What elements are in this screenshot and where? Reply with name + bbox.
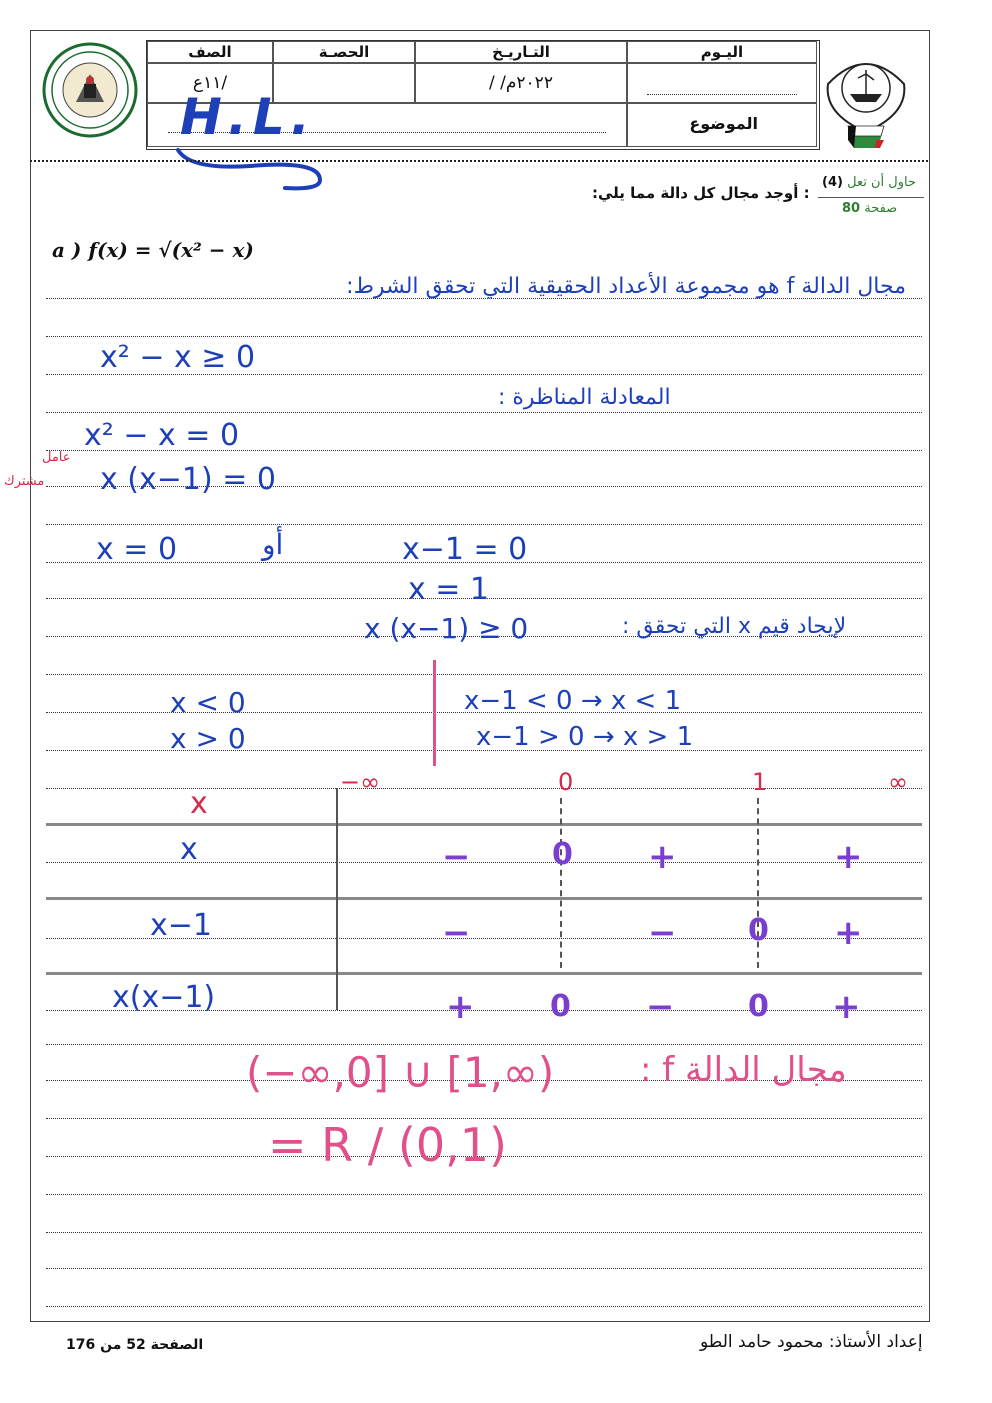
domain-label: مجال الدالة f : — [640, 1050, 847, 1090]
sign-x-1: − — [442, 837, 471, 877]
sign-prod-3: − — [646, 987, 675, 1027]
sign-point-zero: 0 — [558, 768, 574, 796]
date-value[interactable]: / /٢٠٢٢م — [415, 63, 627, 103]
class-value[interactable]: ١١ع/ — [147, 63, 273, 103]
ruled-line — [46, 674, 922, 675]
ruled-line — [46, 788, 922, 789]
sign-x-4: + — [834, 837, 863, 877]
table-vertical-line — [336, 788, 338, 1010]
sign-prod-5: + — [832, 987, 861, 1027]
underline-scribble-icon — [170, 130, 340, 200]
teacher-initials: H.L. — [180, 88, 316, 146]
ruled-line — [46, 862, 922, 863]
case-1: x < 0 — [170, 686, 246, 719]
ruled-line — [46, 1306, 922, 1307]
sign-table-var: x — [190, 786, 208, 821]
col-date-title: التـاريـخ — [415, 41, 627, 63]
equation-label: المعادلة المناظرة : — [498, 385, 671, 410]
sign-x-3: + — [648, 837, 677, 877]
root-2-step: x−1 = 0 — [402, 532, 528, 567]
sign-prod-1: + — [446, 987, 475, 1027]
case-2: x > 0 — [170, 722, 246, 755]
page-counter: الصفحة 52 من 176 — [66, 1337, 204, 1353]
fraction-bar — [818, 197, 924, 198]
table-rule-2 — [46, 897, 922, 900]
root-2: x = 1 — [408, 572, 490, 607]
sign-xm1-3: 0 — [748, 913, 769, 948]
ruled-line — [46, 524, 922, 525]
case-divider — [433, 660, 436, 766]
ruled-line — [46, 1232, 922, 1233]
page-ref: صفحة 80 — [842, 201, 898, 216]
side-note-2: مشترك — [4, 474, 45, 489]
school-logo-icon — [40, 40, 140, 140]
factored-equation: x (x−1) = 0 — [100, 462, 276, 497]
sign-prod-4: 0 — [748, 989, 769, 1024]
root-1: x = 0 — [96, 532, 178, 567]
col-class-title: الصف — [147, 41, 273, 63]
table-zero-line — [560, 798, 562, 968]
col-day-title: اليـوم — [627, 41, 817, 63]
prepared-by: إعداد الأستاذ: محمود حامد الطو — [700, 1332, 923, 1352]
sign-point-one: 1 — [752, 768, 768, 796]
sign-xm1-2: − — [648, 913, 677, 953]
equation: x² − x = 0 — [84, 418, 240, 453]
ruled-line — [46, 1194, 922, 1195]
find-inequality: x (x−1) ≥ 0 — [364, 612, 529, 645]
domain-equivalent: = R / (0,1) — [268, 1118, 507, 1172]
domain-value: (−∞,0] ∪ [1,∞) — [246, 1048, 555, 1097]
sign-prod-2: 0 — [550, 989, 571, 1024]
ruled-line — [46, 336, 922, 337]
col-period-title: الحصـة — [273, 41, 415, 63]
ruled-line — [46, 1268, 922, 1269]
inequality: x² − x ≥ 0 — [100, 340, 256, 375]
sign-xm1-4: + — [834, 913, 863, 953]
try-label: حاول أن تعل (4) — [822, 175, 916, 190]
ruled-line — [46, 1044, 922, 1045]
day-field[interactable] — [627, 63, 817, 103]
header-divider — [30, 160, 928, 162]
find-label: لإيجاد قيم x التي تحقق : — [622, 614, 847, 639]
solution-line-1: مجال الدالة f هو مجموعة الأعداد الحقيقية التي تحقق الشرط: — [346, 274, 906, 299]
sign-point-inf: ∞ — [888, 768, 908, 796]
table-rule-1 — [46, 823, 922, 826]
case-3: x−1 < 0 → x < 1 — [464, 686, 682, 716]
row-label-product: x(x−1) — [112, 980, 216, 1015]
kuwait-emblem-icon — [818, 44, 914, 156]
sign-xm1-1: − — [442, 913, 471, 953]
topic-label: الموضوع — [627, 103, 817, 147]
part-a-function: a ) f(x) = √(x² − x) — [52, 238, 254, 262]
row-label-x: x — [180, 832, 198, 867]
table-rule-3 — [46, 972, 922, 975]
sign-point-neg-inf: −∞ — [340, 768, 381, 796]
row-label-x-minus-1: x−1 — [150, 908, 212, 943]
or-word: أو — [262, 528, 284, 561]
side-note-1: عامل — [42, 450, 71, 465]
instruction-text: : أوجد مجال كل دالة مما يلي: — [592, 184, 810, 202]
sign-x-2: 0 — [552, 837, 573, 872]
case-4: x−1 > 0 → x > 1 — [476, 722, 694, 752]
ruled-line — [46, 412, 922, 413]
